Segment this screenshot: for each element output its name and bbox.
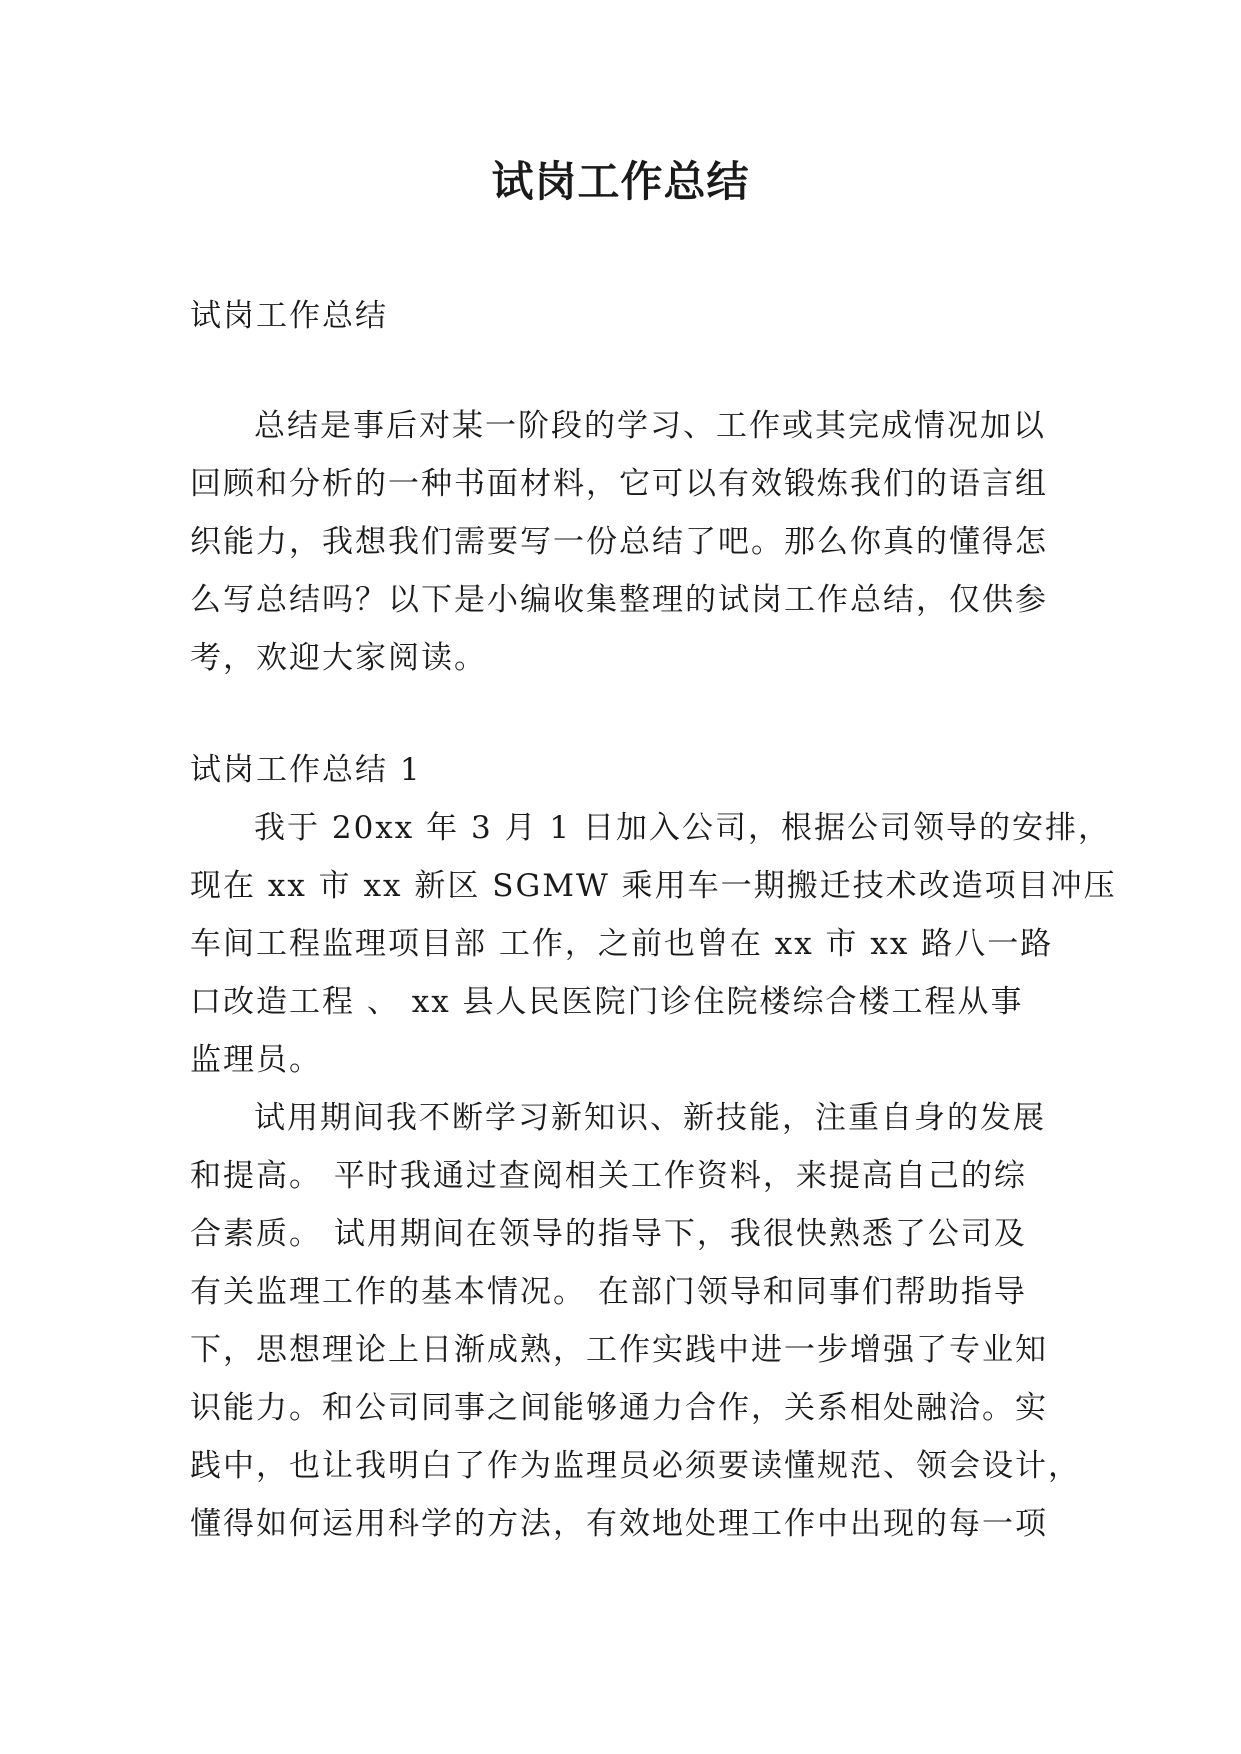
paragraph-line: 口改造工程 、 xx 县人民医院门诊住院楼综合楼工程从事 [190, 984, 1024, 1020]
paragraph-line: 和提高。 平时我通过查阅相关工作资料，来提高自己的综 [190, 1158, 1027, 1194]
paragraph-line: 车间工程监理项目部 工作，之前也曾在 xx 市 xx 路八一路 [190, 926, 1054, 962]
document-title: 试岗工作总结 [491, 157, 750, 206]
paragraph-line: 践中，也让我明白了作为监理员必须要读懂规范、领会设计， [190, 1448, 1081, 1484]
paragraph-line: 监理员。 [190, 1042, 322, 1078]
intro-line: 么写总结吗？以下是小编收集整理的试岗工作总结，仅供参 [190, 582, 1048, 618]
paragraph-line: 有关监理工作的基本情况。 在部门领导和同事们帮助指导 [190, 1274, 1027, 1310]
intro-line: 回顾和分析的一种书面材料，它可以有效锻炼我们的语言组 [190, 466, 1048, 502]
paragraph-line: 我于 20xx 年 3 月 1 日加入公司，根据公司领导的安排， [254, 810, 1111, 846]
document-body [190, 287, 1117, 1553]
paragraph-line: 现在 xx 市 xx 新区 SGMW 乘用车一期搬迁技术改造项目冲压 [190, 868, 1117, 904]
intro-line: 考，欢迎大家阅读。 [190, 640, 487, 676]
paragraph-line: 识能力。和公司同事之间能够通力合作，关系相处融洽。实 [190, 1390, 1048, 1426]
paragraph-line: 懂得如何运用科学的方法，有效地处理工作中出现的每一项 [190, 1506, 1048, 1542]
intro-paragraph [190, 397, 1056, 687]
paragraph-line: 下，思想理论上日渐成熟，工作实践中进一步增强了专业知 [190, 1332, 1048, 1368]
paragraph-line: 试用期间我不断学习新知识、新技能，注重自身的发展 [254, 1100, 1046, 1136]
intro-line: 总结是事后对某一阶段的学习、工作或其完成情况加以 [254, 408, 1046, 444]
intro-line: 织能力，我想我们需要写一份总结了吧。那么你真的懂得怎 [190, 524, 1048, 560]
section-heading: 试岗工作总结 1 [190, 752, 422, 788]
section1-paragraph-1 [190, 799, 1117, 1089]
paragraph-line: 合素质。 试用期间在领导的指导下，我很快熟悉了公司及 [190, 1216, 1027, 1252]
document-subtitle: 试岗工作总结 [190, 298, 388, 334]
section1-paragraph-2 [190, 1089, 1081, 1553]
